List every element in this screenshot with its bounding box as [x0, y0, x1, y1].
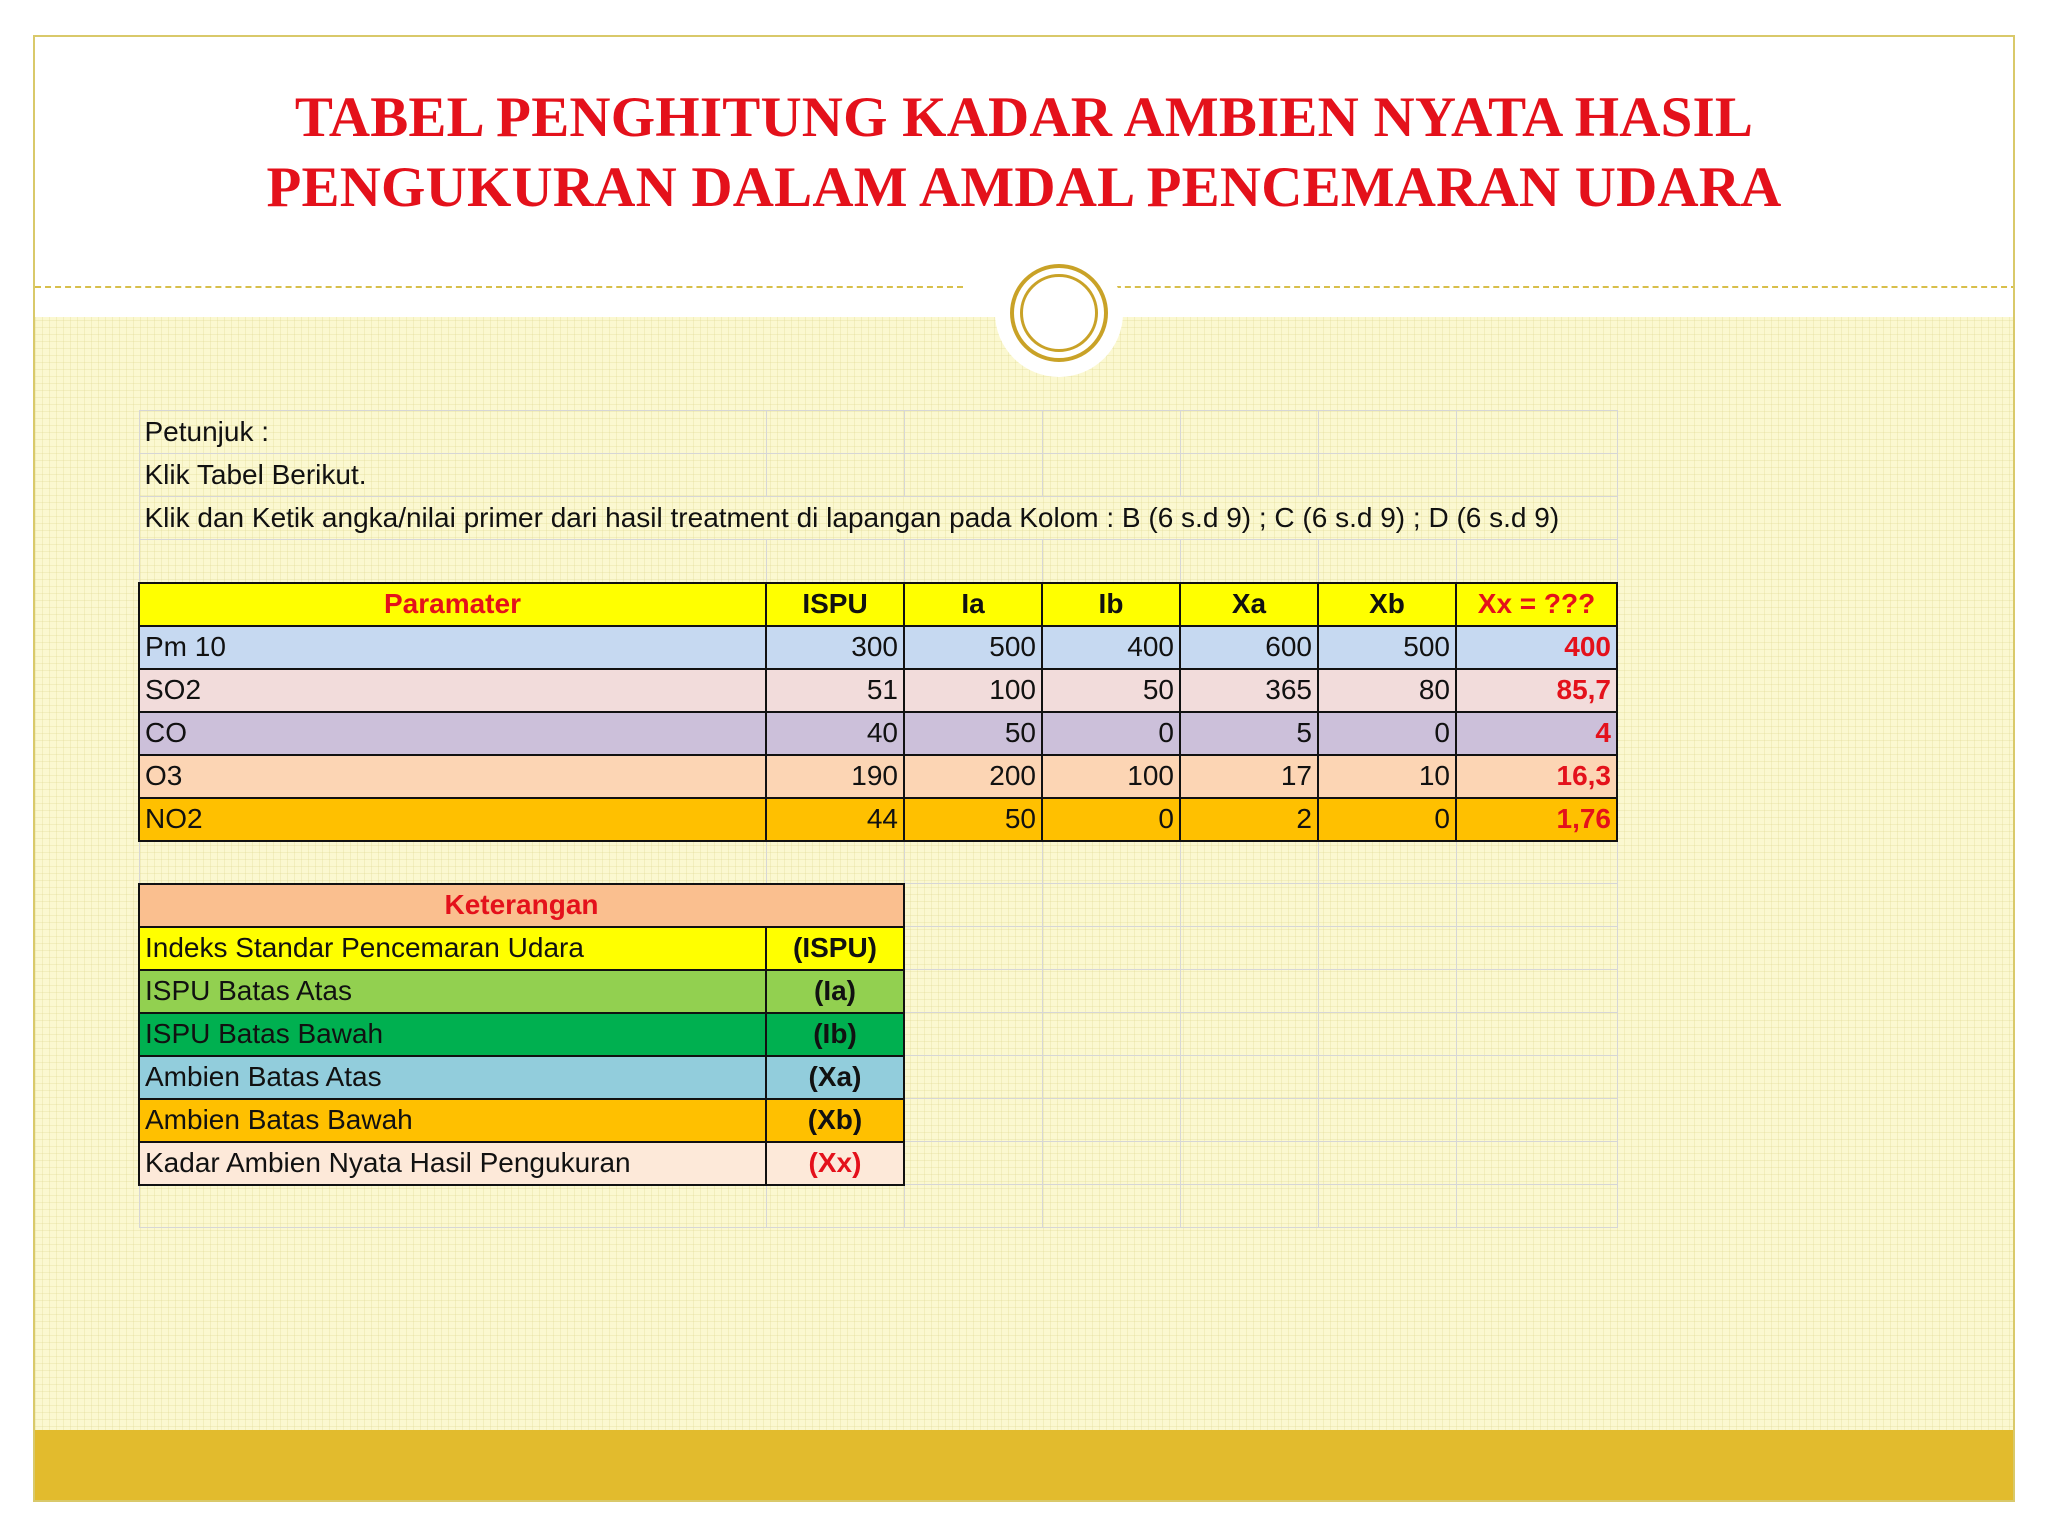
empty-cell[interactable] — [1180, 970, 1318, 1013]
empty-cell[interactable] — [904, 1099, 1042, 1142]
empty-cell[interactable] — [1318, 884, 1456, 927]
value-cell-xb[interactable]: 80 — [1318, 669, 1456, 712]
legend-header-row — [139, 884, 1617, 927]
value-cell-xx[interactable]: 16,3 — [1456, 755, 1617, 798]
value-cell-xa[interactable]: 2 — [1180, 798, 1318, 841]
spreadsheet-table[interactable] — [138, 410, 1618, 1228]
empty-cell[interactable] — [766, 454, 904, 497]
legend-code[interactable]: (Xb) — [766, 1099, 904, 1142]
empty-cell[interactable] — [1456, 884, 1617, 927]
table-row — [139, 712, 1617, 755]
value-cell-ib[interactable]: 400 — [1042, 626, 1180, 669]
empty-cell[interactable] — [766, 540, 904, 583]
empty-cell[interactable] — [1042, 1056, 1180, 1099]
empty-cell[interactable] — [1456, 1056, 1617, 1099]
value-cell-xa[interactable]: 600 — [1180, 626, 1318, 669]
empty-cell[interactable] — [1318, 1142, 1456, 1185]
value-cell-ib[interactable]: 100 — [1042, 755, 1180, 798]
legend-row — [139, 1099, 1617, 1142]
empty-cell[interactable] — [139, 540, 766, 583]
column-header[interactable]: Xx = ??? — [1456, 583, 1617, 626]
legend-row — [139, 970, 1617, 1013]
parameter-name[interactable]: O3 — [139, 755, 766, 798]
spacer-row — [139, 841, 1617, 884]
legend-label[interactable]: Ambien Batas Atas — [139, 1056, 766, 1099]
title-line-1: TABEL PENGHITUNG KADAR AMBIEN NYATA HASIL — [294, 86, 1754, 149]
empty-cell[interactable] — [1456, 841, 1617, 884]
legend-row — [139, 927, 1617, 970]
empty-cell[interactable] — [1042, 1013, 1180, 1056]
table-row — [139, 798, 1617, 841]
slide-title — [35, 83, 2013, 223]
instruction-text[interactable]: Petunjuk : — [139, 411, 766, 454]
empty-cell[interactable] — [766, 841, 904, 884]
legend-row — [139, 1013, 1617, 1056]
column-header[interactable]: Ia — [904, 583, 1042, 626]
value-cell-xa[interactable]: 5 — [1180, 712, 1318, 755]
empty-cell[interactable] — [1042, 970, 1180, 1013]
value-cell-ia[interactable]: 500 — [904, 626, 1042, 669]
value-cell-xa[interactable]: 365 — [1180, 669, 1318, 712]
empty-cell[interactable] — [1180, 411, 1318, 454]
empty-cell[interactable] — [139, 841, 766, 884]
empty-cell[interactable] — [1456, 540, 1617, 583]
value-cell-ispu[interactable]: 40 — [766, 712, 904, 755]
empty-cell[interactable] — [904, 411, 1042, 454]
empty-cell[interactable] — [1180, 1142, 1318, 1185]
value-cell-ispu[interactable]: 51 — [766, 669, 904, 712]
legend-title[interactable]: Keterangan — [139, 884, 904, 927]
empty-cell[interactable] — [904, 1013, 1042, 1056]
empty-cell[interactable] — [904, 970, 1042, 1013]
empty-cell[interactable] — [1180, 1185, 1318, 1228]
legend-code[interactable]: (Xa) — [766, 1056, 904, 1099]
instruction-row — [139, 454, 1617, 497]
empty-cell[interactable] — [1456, 927, 1617, 970]
empty-cell[interactable] — [1180, 1013, 1318, 1056]
column-header[interactable]: Xa — [1180, 583, 1318, 626]
value-cell-ispu[interactable]: 190 — [766, 755, 904, 798]
value-cell-ib[interactable]: 0 — [1042, 798, 1180, 841]
column-header[interactable]: Ib — [1042, 583, 1180, 626]
empty-cell[interactable] — [1318, 411, 1456, 454]
value-cell-xx[interactable]: 4 — [1456, 712, 1617, 755]
empty-cell[interactable] — [1042, 927, 1180, 970]
empty-cell[interactable] — [904, 454, 1042, 497]
empty-cell[interactable] — [1456, 1013, 1617, 1056]
empty-cell[interactable] — [904, 884, 1042, 927]
footer-bar — [35, 1430, 2013, 1500]
legend-label[interactable]: Kadar Ambien Nyata Hasil Pengukuran — [139, 1142, 766, 1185]
value-cell-xb[interactable]: 0 — [1318, 798, 1456, 841]
value-cell-xb[interactable]: 500 — [1318, 626, 1456, 669]
legend-code[interactable]: (Ia) — [766, 970, 904, 1013]
empty-cell[interactable] — [1042, 884, 1180, 927]
value-cell-ia[interactable]: 200 — [904, 755, 1042, 798]
value-cell-ia[interactable]: 50 — [904, 798, 1042, 841]
spacer-row — [139, 1185, 1617, 1228]
empty-cell[interactable] — [904, 1056, 1042, 1099]
instruction-text[interactable]: Klik dan Ketik angka/nilai primer dari hasil treatment di lapangan pada Kolom : B (6 s.d 9) ; C (6 s.d 9) ; D (6 s.d 9) — [139, 497, 1617, 540]
instruction-text[interactable]: Klik Tabel Berikut. — [139, 454, 766, 497]
value-cell-ispu[interactable]: 44 — [766, 798, 904, 841]
empty-cell[interactable] — [904, 1185, 1042, 1228]
empty-cell[interactable] — [1456, 970, 1617, 1013]
value-cell-xx[interactable]: 1,76 — [1456, 798, 1617, 841]
legend-label[interactable]: ISPU Batas Atas — [139, 970, 766, 1013]
table-row — [139, 669, 1617, 712]
parameter-name[interactable]: SO2 — [139, 669, 766, 712]
empty-cell[interactable] — [1042, 540, 1180, 583]
column-header[interactable]: Paramater — [139, 583, 766, 626]
legend-code[interactable]: (ISPU) — [766, 927, 904, 970]
empty-cell[interactable] — [1318, 927, 1456, 970]
legend-row — [139, 1142, 1617, 1185]
value-cell-ib[interactable]: 0 — [1042, 712, 1180, 755]
value-cell-ia[interactable]: 100 — [904, 669, 1042, 712]
value-cell-xb[interactable]: 0 — [1318, 712, 1456, 755]
empty-cell[interactable] — [1042, 411, 1180, 454]
parameter-name[interactable]: NO2 — [139, 798, 766, 841]
empty-cell[interactable] — [1318, 1185, 1456, 1228]
instruction-row — [139, 497, 1617, 540]
legend-row — [139, 1056, 1617, 1099]
empty-cell[interactable] — [904, 540, 1042, 583]
empty-cell[interactable] — [1042, 1185, 1180, 1228]
value-cell-xa[interactable]: 17 — [1180, 755, 1318, 798]
empty-cell[interactable] — [1042, 841, 1180, 884]
legend-label[interactable]: ISPU Batas Bawah — [139, 1013, 766, 1056]
empty-cell[interactable] — [1318, 970, 1456, 1013]
header-divider-right — [1095, 286, 2015, 288]
empty-cell[interactable] — [1318, 540, 1456, 583]
value-cell-ispu[interactable]: 300 — [766, 626, 904, 669]
empty-cell[interactable] — [1180, 884, 1318, 927]
empty-cell[interactable] — [766, 1185, 904, 1228]
empty-cell[interactable] — [1456, 1185, 1617, 1228]
parameter-name[interactable]: Pm 10 — [139, 626, 766, 669]
empty-cell[interactable] — [1318, 454, 1456, 497]
empty-cell[interactable] — [904, 927, 1042, 970]
empty-cell[interactable] — [1318, 1013, 1456, 1056]
empty-cell[interactable] — [1180, 454, 1318, 497]
parameter-name[interactable]: CO — [139, 712, 766, 755]
legend-label[interactable]: Ambien Batas Bawah — [139, 1099, 766, 1142]
value-cell-ib[interactable]: 50 — [1042, 669, 1180, 712]
empty-cell[interactable] — [904, 1142, 1042, 1185]
value-cell-xx[interactable]: 400 — [1456, 626, 1617, 669]
empty-cell[interactable] — [139, 1185, 766, 1228]
empty-cell[interactable] — [1180, 927, 1318, 970]
empty-cell[interactable] — [904, 841, 1042, 884]
value-cell-xx[interactable]: 85,7 — [1456, 669, 1617, 712]
value-cell-ia[interactable]: 50 — [904, 712, 1042, 755]
empty-cell[interactable] — [1456, 454, 1617, 497]
value-cell-xb[interactable]: 10 — [1318, 755, 1456, 798]
empty-cell[interactable] — [1042, 1142, 1180, 1185]
instruction-row — [139, 411, 1617, 454]
table-row — [139, 755, 1617, 798]
title-line-2: PENGUKURAN DALAM AMDAL PENCEMARAN UDARA — [266, 156, 1782, 219]
empty-cell[interactable] — [1180, 841, 1318, 884]
empty-cell[interactable] — [1318, 1056, 1456, 1099]
legend-code[interactable]: (Xx) — [766, 1142, 904, 1185]
empty-cell[interactable] — [1042, 1099, 1180, 1142]
column-header[interactable]: Xb — [1318, 583, 1456, 626]
empty-cell[interactable] — [1180, 1056, 1318, 1099]
legend-code[interactable]: (Ib) — [766, 1013, 904, 1056]
empty-cell[interactable] — [1180, 1099, 1318, 1142]
empty-cell[interactable] — [1318, 841, 1456, 884]
empty-cell[interactable] — [1456, 411, 1617, 454]
legend-label[interactable]: Indeks Standar Pencemaran Udara — [139, 927, 766, 970]
empty-cell[interactable] — [1456, 1099, 1617, 1142]
empty-cell[interactable] — [766, 411, 904, 454]
column-header[interactable]: ISPU — [766, 583, 904, 626]
empty-cell[interactable] — [1318, 1099, 1456, 1142]
table-header-row — [139, 583, 1617, 626]
empty-cell[interactable] — [1456, 1142, 1617, 1185]
gold-ring-ornament-icon — [1010, 264, 1108, 362]
empty-cell[interactable] — [1042, 454, 1180, 497]
table-row — [139, 626, 1617, 669]
empty-cell[interactable] — [1180, 540, 1318, 583]
spacer-row — [139, 540, 1617, 583]
header-divider-left — [35, 286, 963, 288]
